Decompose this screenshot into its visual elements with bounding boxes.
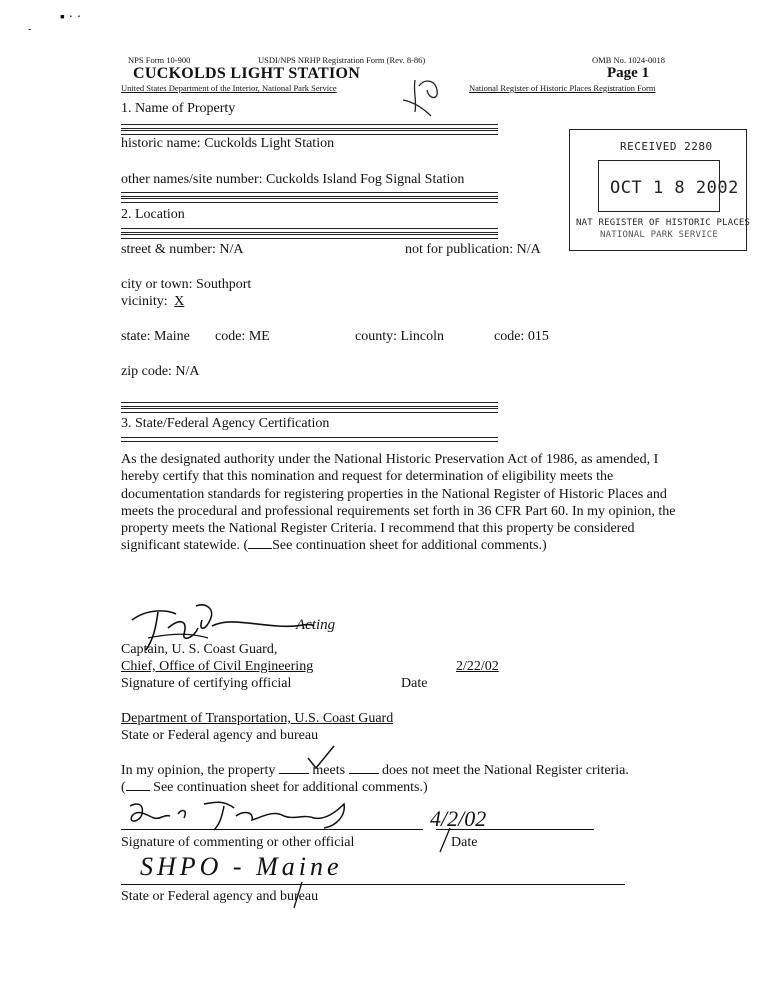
vicinity-value: X bbox=[174, 294, 185, 309]
opinion-meets: meets bbox=[308, 763, 349, 778]
county-code: code: 015 bbox=[494, 329, 549, 344]
divider bbox=[121, 234, 498, 239]
continuation-suffix: See continuation sheet for additional comments.) bbox=[149, 780, 428, 795]
certification-text: As the designated authority under the National Historic Preservation Act of 1986, as amended, I hereby certify that this nomination and request for determination of eligibility meets the documentation standards for registering properties in the National Register of Historic Places and meets the procedural and professional requirements set forth in 36 CFR Part 60. In my opinion, the property meets the National Register Criteria. I recommend that this property be considered significant statewide. ( bbox=[121, 452, 676, 554]
opinion-suffix: does not meet the National Register criteria. bbox=[378, 763, 629, 778]
agency-name: Department of Transportation, U.S. Coast Guard bbox=[121, 711, 394, 726]
form-title: USDI/NPS NRHP Registration Form (Rev. 8-86) bbox=[258, 55, 426, 65]
commenting-signature-line bbox=[121, 829, 423, 830]
county: county: Lincoln bbox=[355, 329, 445, 344]
shpo-handwritten: SHPO - Maine bbox=[140, 852, 343, 881]
other-names: other names/site number: Cuckolds Island Fog Signal Station bbox=[121, 172, 465, 187]
continuation-blank-2 bbox=[126, 790, 150, 791]
section2-heading: 2. Location bbox=[121, 207, 185, 222]
scan-marks: ▪ · · bbox=[60, 10, 82, 25]
omb-number: OMB No. 1024-0018 bbox=[592, 55, 665, 65]
divider bbox=[121, 402, 498, 407]
state-code: code: ME bbox=[215, 329, 270, 344]
sign-date: 2/22/02 bbox=[456, 659, 499, 674]
form-number: NPS Form 10-900 bbox=[128, 55, 191, 65]
continuation-blank bbox=[248, 548, 272, 549]
certification-paragraph bbox=[121, 451, 681, 555]
commenting-date-label: Date bbox=[451, 835, 478, 850]
section3-heading: 3. State/Federal Agency Certification bbox=[121, 416, 330, 431]
divider bbox=[121, 198, 498, 203]
street-number: street & number: N/A bbox=[121, 242, 244, 257]
certification-text-end: See continuation sheet for additional comments.) bbox=[272, 538, 547, 554]
signature-label: Signature of certifying official bbox=[121, 676, 292, 691]
divider bbox=[121, 228, 498, 233]
not-meet-blank bbox=[349, 773, 379, 774]
signer-rank: Captain, U. S. Coast Guard, bbox=[121, 642, 278, 657]
divider bbox=[121, 408, 498, 413]
vicinity-label: vicinity: bbox=[121, 294, 172, 309]
vicinity bbox=[121, 294, 187, 310]
stamp-received: RECEIVED 2280 bbox=[620, 140, 713, 153]
section1-heading: 1. Name of Property bbox=[121, 101, 236, 116]
continuation-line bbox=[121, 780, 428, 796]
scan-mark: - bbox=[28, 24, 32, 35]
opinion-prefix: In my opinion, the property bbox=[121, 763, 279, 778]
stamp-date: OCT 1 8 2002 bbox=[610, 178, 739, 198]
divider bbox=[121, 192, 498, 197]
state: state: Maine bbox=[121, 329, 190, 344]
zip-code: zip code: N/A bbox=[121, 364, 200, 379]
agency-label-2: State or Federal agency and bureau bbox=[121, 889, 319, 904]
agency-label: State or Federal agency and bureau bbox=[121, 728, 319, 743]
stamp-register-line1: NAT REGISTER OF HISTORIC PLACES bbox=[576, 218, 751, 228]
agency-header: United States Department of the Interior, National Park Service bbox=[121, 83, 337, 93]
not-for-publication: not for publication: N/A bbox=[405, 242, 541, 257]
commenting-signature bbox=[124, 796, 394, 836]
meets-blank bbox=[279, 773, 309, 774]
city-town: city or town: Southport bbox=[121, 277, 252, 292]
agency-line bbox=[121, 884, 625, 885]
handwritten-mark bbox=[395, 72, 455, 122]
signer-title: Chief, Office of Civil Engineering bbox=[121, 659, 314, 674]
continuation-prefix: ( bbox=[121, 780, 126, 795]
page-number: Page 1 bbox=[607, 65, 650, 81]
commenting-label: Signature of commenting or other official bbox=[121, 835, 355, 850]
comment-date-handwritten: 4/2/02 bbox=[430, 806, 487, 831]
divider bbox=[121, 437, 498, 442]
received-stamp bbox=[569, 129, 751, 251]
acting-handwritten: Acting bbox=[296, 617, 336, 633]
property-title: CUCKOLDS LIGHT STATION bbox=[133, 65, 361, 82]
stamp-register-line2: NATIONAL PARK SERVICE bbox=[600, 230, 718, 240]
historic-name: historic name: Cuckolds Light Station bbox=[121, 136, 335, 151]
divider bbox=[121, 130, 498, 135]
opinion-line bbox=[121, 763, 629, 779]
register-header: National Register of Historic Places Registration Form bbox=[469, 83, 656, 93]
divider bbox=[121, 124, 498, 129]
date-label: Date bbox=[401, 676, 428, 691]
